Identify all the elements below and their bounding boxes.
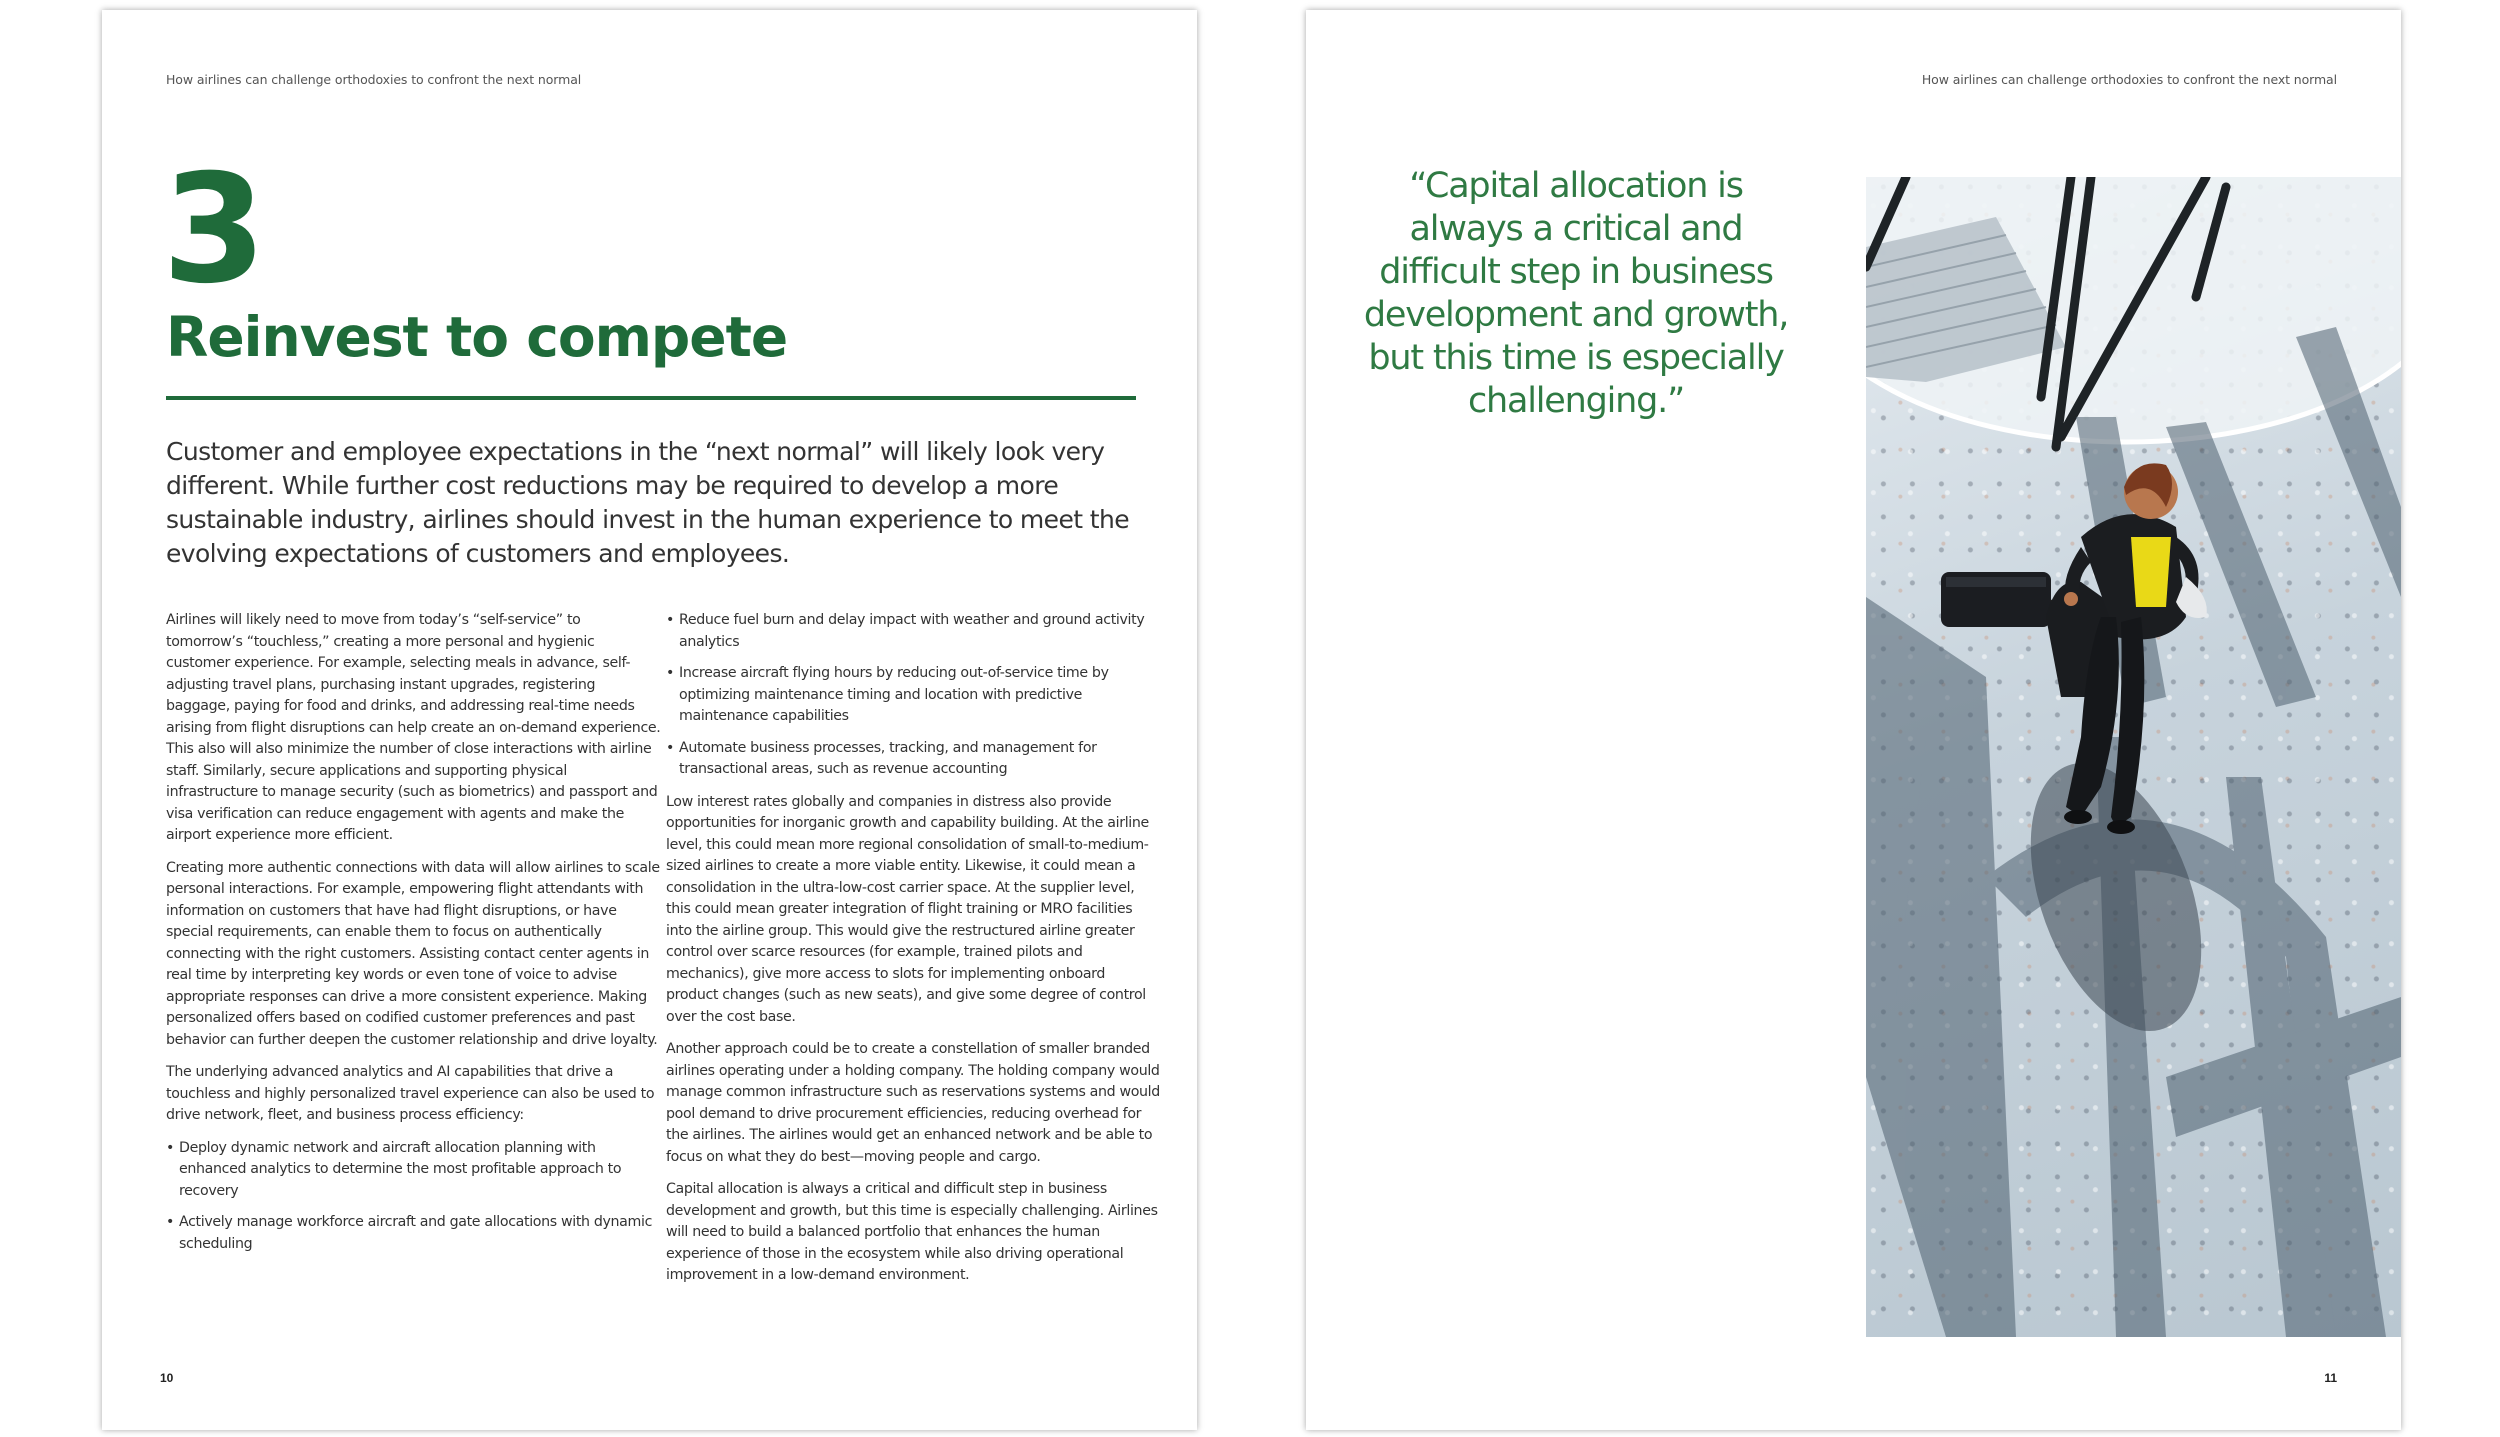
photo-illustration [1866, 177, 2401, 1337]
chapter-number: 3 [162, 143, 267, 317]
bullet-item: • Increase aircraft flying hours by reducing out-of-service time by optimizing maintenance timing and location with predictive maintenance capabilities [666, 663, 1161, 728]
body-paragraph: The underlying advanced analytics and AI capabilities that drive a touchless and highly personalized travel experience can also be used to drive network, fleet, and business process efficiency: [166, 1064, 655, 1123]
bullet-list [166, 1138, 661, 1256]
body-column-1 [166, 610, 661, 1266]
title-divider [166, 396, 1136, 400]
bullet-item: • Deploy dynamic network and aircraft allocation planning with enhanced analytics to determine the most profitable approach to recovery [166, 1138, 661, 1203]
left-page [102, 10, 1197, 1430]
intro-paragraph: Customer and employee expectations in the “next normal” will likely look very different. While further cost reductions may be required to develop a more sustainable industry, airlines should invest in the human experience to meet the evolving expectations of customers and employees. [166, 437, 1130, 568]
chapter-title: Reinvest to compete [166, 305, 788, 369]
page-number: 10 [160, 1371, 174, 1385]
pull-quote: “Capital allocation is always a critical and difficult step in business development and growth, but this time is especially challenging.” [1363, 166, 1789, 421]
page-number: 11 [2324, 1371, 2337, 1385]
bullet-list [666, 610, 1161, 781]
bullet-item: • Automate business processes, tracking, and management for transactional areas, such as revenue accounting [666, 738, 1161, 781]
body-column-2 [666, 610, 1161, 1298]
running-head: How airlines can challenge orthodoxies to confront the next normal [166, 72, 582, 87]
bullet-item: • Actively manage workforce aircraft and gate allocations with dynamic scheduling [166, 1212, 661, 1255]
body-paragraph: Airlines will likely need to move from today’s “self-service” to tomorrow’s “touchless,” creating a more personal and hygienic customer experience. For example, selecting meals in advance, self-adjusting travel plans, purchasing instant upgrades, registering baggage, paying for food and drinks, and addressing real-time needs arising from flight disruptions can help create an on-demand experience. This also will also minimize the number of close interactions with airline staff. Similarly, secure applications and supporting physical infrastructure to manage security (such as biometrics) and passport and visa verification can reduce engagement with agents and make the airport experience more efficient. [166, 612, 661, 843]
body-paragraph: Low interest rates globally and companies in distress also provide opportunities for inorganic growth and capability building. At the airline level, this could mean more regional consolidation of small-to-medium-sized airlines to create a more viable entity. Likewise, it could mean a consolidation in the ultra-low-cost carrier space. At the supplier level, this could mean greater integration of flight training or MRO facilities into the airline group. This would give the restructured airline greater control over scarce resources (for example, trained pilots and mechanics), give more access to slots for implementing onboard product changes (such as new seats), and give some degree of control over the cost base. [666, 793, 1149, 1025]
airport-traveler-photo [1866, 177, 2401, 1337]
body-paragraph: Capital allocation is always a critical and difficult step in business development and growth, but this time is especially challenging. Airlines will need to build a balanced portfolio that enhances the human experience of those in the ecosystem while also driving operational improvement in a low-demand environment. [666, 1181, 1158, 1283]
body-paragraph: Creating more authentic connections with data will allow airlines to scale personal interactions. For example, empowering flight attendants with information on customers that have had flight disruptions, or have special requirements, can enable them to focus on authentically connecting with the right customers. Assisting contact center agents in real time by interpreting key words or even tone of voice to advise appropriate responses can drive a more consistent experience. Making personalized offers based on codified customer preferences and past behavior can further deepen the customer relationship and drive loyalty. [166, 859, 660, 1048]
body-paragraph: Another approach could be to create a constellation of smaller branded airlines operating under a holding company. The holding company would manage common infrastructure such as reservations systems and would pool demand to drive procurement efficiencies, reducing overhead for the airlines. The airlines would get an enhanced network and be able to focus on what they do best—moving people and cargo. [666, 1041, 1160, 1165]
right-page [1306, 10, 2401, 1430]
bullet-item: • Reduce fuel burn and delay impact with weather and ground activity analytics [666, 610, 1161, 653]
running-head: How airlines can challenge orthodoxies to confront the next normal [1921, 72, 2337, 87]
